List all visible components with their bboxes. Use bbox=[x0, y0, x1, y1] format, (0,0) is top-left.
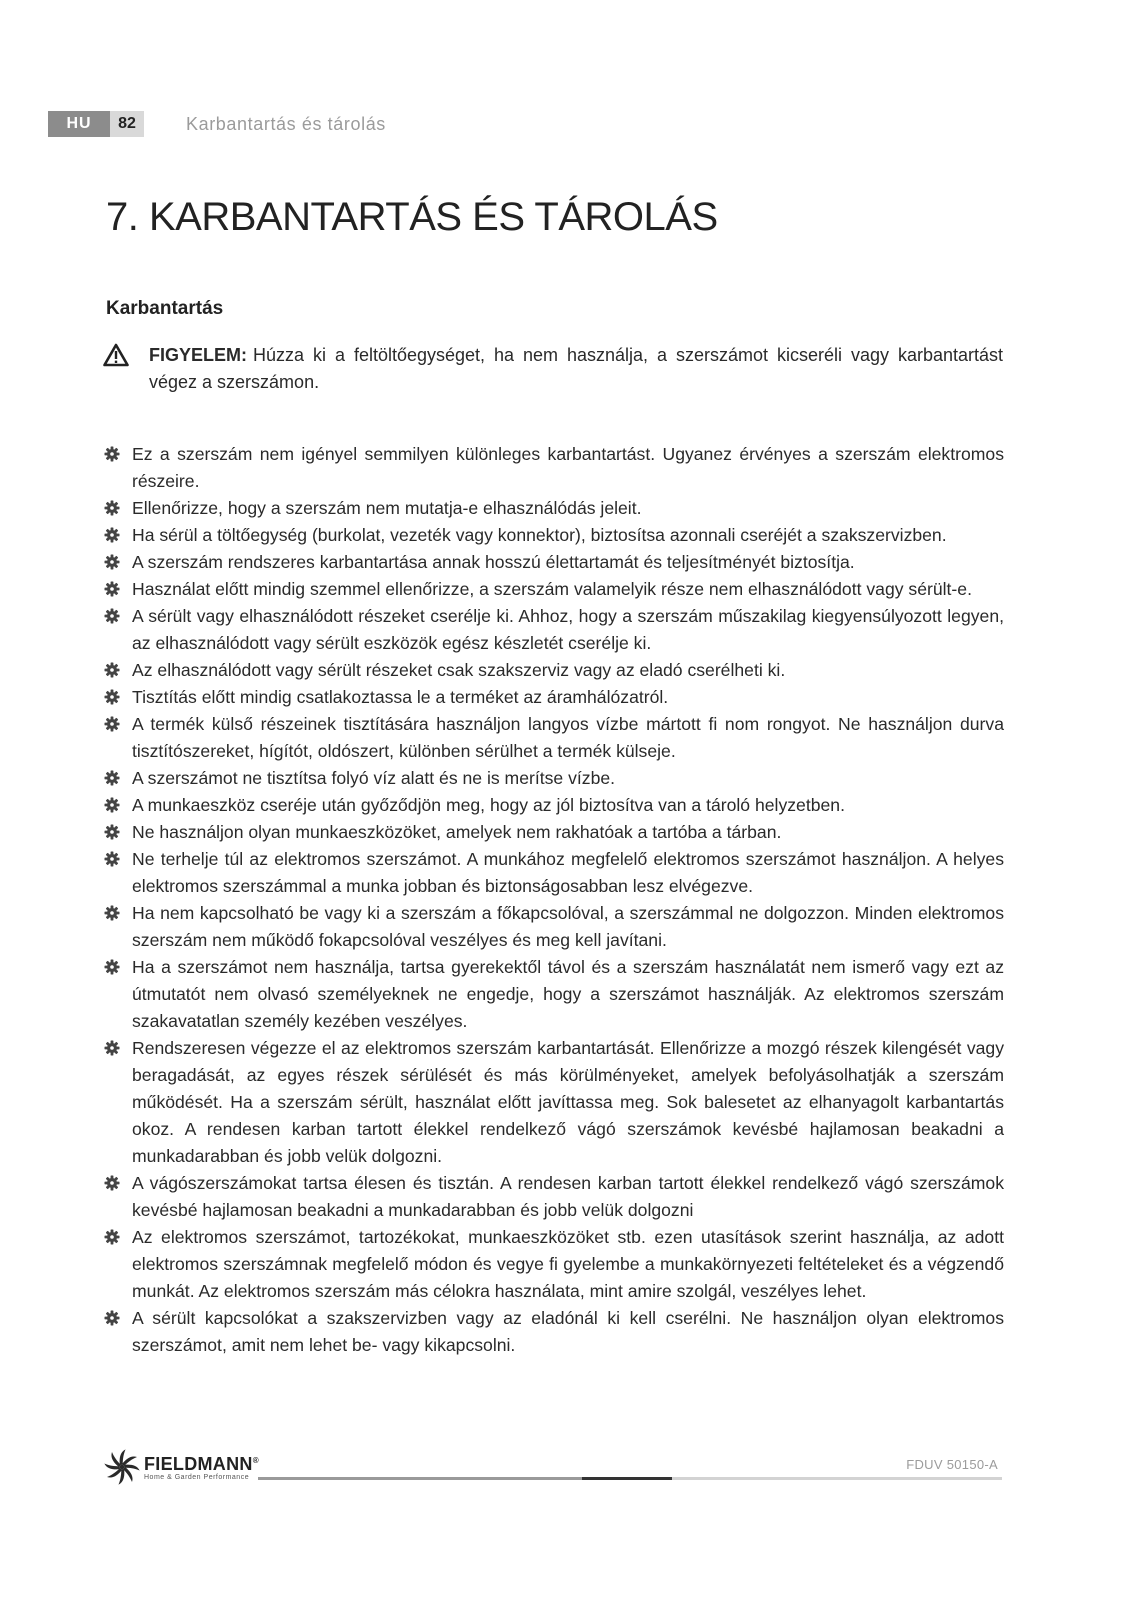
footer-rule-dark bbox=[582, 1477, 672, 1480]
list-item-text: Ez a szerszám nem igényel semmilyen különleges karbantartást. Ugyanez érvényes a szerszám elektromos részeire. bbox=[132, 444, 1004, 491]
gear-bullet-icon bbox=[104, 905, 120, 921]
gear-bullet-icon bbox=[104, 797, 120, 813]
list-item bbox=[104, 1170, 1004, 1224]
list-item-text: A sérült vagy elhasználódott részeket cserélje ki. Ahhoz, hogy a szerszám műszakilag kiegyensúlyozott legyen, az elhasználódott vagy sérült eszközök egész készletét cserélje ki. bbox=[132, 606, 1004, 653]
brand-wordmark bbox=[144, 1452, 259, 1482]
warning-text-block bbox=[149, 342, 1003, 396]
warning-triangle-icon bbox=[103, 343, 129, 367]
list-item bbox=[104, 495, 1004, 522]
gear-bullet-icon bbox=[104, 1040, 120, 1056]
list-item bbox=[104, 1305, 1004, 1359]
footer-rule-pale bbox=[672, 1477, 1002, 1480]
list-item-text: A szerszámot ne tisztítsa folyó víz alatt és ne is merítse vízbe. bbox=[132, 768, 616, 788]
gear-bullet-icon bbox=[104, 554, 120, 570]
list-item bbox=[104, 954, 1004, 1035]
list-item-text: Az elektromos szerszámot, tartozékokat, munkaeszközöket stb. ezen utasítások szerint használja, az adott elektromos szerszámnak megfelelő módon és vegye fi gyelembe a munkakörnyezeti feltételeket és a végzendő munkát. Az elektromos szerszám más célokra használata, mint amire szolgál, veszélyes lehet. bbox=[132, 1227, 1004, 1301]
maintenance-instructions-list bbox=[104, 441, 1004, 1359]
list-item bbox=[104, 441, 1004, 495]
list-item bbox=[104, 549, 1004, 576]
gear-bullet-icon bbox=[104, 959, 120, 975]
list-item-text: Ellenőrizze, hogy a szerszám nem mutatja-e elhasználódás jeleit. bbox=[132, 498, 642, 518]
list-item bbox=[104, 684, 1004, 711]
warning-label: FIGYELEM: bbox=[149, 345, 247, 365]
list-item bbox=[104, 846, 1004, 900]
list-item-text: Az elhasználódott vagy sérült részeket csak szakszerviz vagy az eladó cserélheti ki. bbox=[132, 660, 786, 680]
gear-bullet-icon bbox=[104, 716, 120, 732]
warning-notice bbox=[103, 342, 1003, 396]
page-header bbox=[48, 111, 386, 137]
gear-bullet-icon bbox=[104, 770, 120, 786]
warning-message: Húzza ki a feltöltőegységet, ha nem használja, a szerszámot kicseréli vagy karbantartást végez a szerszámon. bbox=[149, 345, 1003, 392]
list-item-text: A vágószerszámokat tartsa élesen és tisztán. A rendesen karban tartott élekkel rendelkező vágó szerszámok kevésbé hajlamosan beakadni a munkadarabban és jobb velük dolgozni bbox=[132, 1173, 1004, 1220]
gear-bullet-icon bbox=[104, 1175, 120, 1191]
list-item-text: Használat előtt mindig szemmel ellenőrizze, a szerszám valamelyik része nem elhasználódott vagy sérült-e. bbox=[132, 579, 972, 599]
list-item bbox=[104, 657, 1004, 684]
list-item-text: A szerszám rendszeres karbantartása annak hosszú élettartamát és teljesítményét biztosítja. bbox=[132, 552, 855, 572]
list-item bbox=[104, 819, 1004, 846]
gear-bullet-icon bbox=[104, 824, 120, 840]
list-item bbox=[104, 711, 1004, 765]
list-item bbox=[104, 1224, 1004, 1305]
list-item-text: Ha nem kapcsolható be vagy ki a szerszám a főkapcsolóval, a szerszámmal ne dolgozzon. Minden elektromos szerszám nem működő fokapcsolóval veszélyes és meg kell javítani. bbox=[132, 903, 1004, 950]
brand-name: FIELDMANN® bbox=[144, 1454, 259, 1474]
list-item bbox=[104, 603, 1004, 657]
brand-tagline: Home & Garden Performance bbox=[144, 1474, 250, 1481]
list-item bbox=[104, 1035, 1004, 1170]
model-number: FDUV 50150-A bbox=[906, 1457, 998, 1472]
list-item bbox=[104, 765, 1004, 792]
footer-rule-light bbox=[258, 1477, 582, 1480]
gear-bullet-icon bbox=[104, 662, 120, 678]
gear-bullet-icon bbox=[104, 608, 120, 624]
list-item-text: Tisztítás előtt mindig csatlakoztassa le a terméket az áramhálózatról. bbox=[132, 687, 669, 707]
gear-bullet-icon bbox=[104, 581, 120, 597]
list-item-text: A sérült kapcsolókat a szakszervizben vagy az eladónál ki kell cserélni. Ne használjon olyan elektromos szerszámot, amit nem lehet be- vagy kikapcsolni. bbox=[132, 1308, 1004, 1355]
list-item-text: Ha sérül a töltőegység (burkolat, vezeték vagy konnektor), biztosítsa azonnali cseréjét a szakszervizben. bbox=[132, 525, 947, 545]
brand-logo bbox=[104, 1449, 259, 1485]
gear-bullet-icon bbox=[104, 689, 120, 705]
list-item-text: Ne használjon olyan munkaeszközöket, amelyek nem rakhatóak a tartóba a tárban. bbox=[132, 822, 782, 842]
chapter-title: 7. KARBANTARTÁS ÉS TÁROLÁS bbox=[106, 195, 718, 239]
section-heading: Karbantartás bbox=[106, 298, 224, 319]
list-item bbox=[104, 522, 1004, 549]
gear-bullet-icon bbox=[104, 527, 120, 543]
list-item-text: Ha a szerszámot nem használja, tartsa gyerekektől távol és a szerszám használatát nem ismerő vagy ezt az útmutatót nem olvasó személyeknek ne engedje, hogy a szerszámot használják. Az elektromos szerszám szakavatatlan személy kezében veszélyes. bbox=[132, 957, 1004, 1031]
list-item bbox=[104, 792, 1004, 819]
list-item-text: Rendszeresen végezze el az elektromos szerszám karbantartását. Ellenőrizze a mozgó részek kilengését vagy beragadását, az egyes részek sérülését és más körülményeket, amelyek befolyásolhatják a szerszám működését. Ha a szerszám sérült, használat előtt javíttassa meg. Sok balesetet az elhanyagolt karbantartás okoz. A rendesen karban tartott élekkel rendelkező vágó szerszámok kevésbé hajlamosan beakadni a munkadarabban és jobb velük dolgozni. bbox=[132, 1038, 1004, 1166]
gear-bullet-icon bbox=[104, 446, 120, 462]
running-header-title: Karbantartás és tárolás bbox=[186, 113, 386, 134]
page-number: 82 bbox=[110, 111, 144, 137]
gear-bullet-icon bbox=[104, 1310, 120, 1326]
list-item bbox=[104, 576, 1004, 603]
gear-bullet-icon bbox=[104, 1229, 120, 1245]
list-item-text: A termék külső részeinek tisztítására használjon langyos vízbe mártott fi nom rongyot. Ne használjon durva tisztítószereket, hígítót, oldószert, különben sérülhet a termék külseje. bbox=[132, 714, 1004, 761]
gear-bullet-icon bbox=[104, 851, 120, 867]
list-item bbox=[104, 900, 1004, 954]
fan-logo-icon bbox=[104, 1449, 140, 1485]
gear-bullet-icon bbox=[104, 500, 120, 516]
list-item-text: Ne terhelje túl az elektromos szerszámot. A munkához megfelelő elektromos szerszámot használjon. A helyes elektromos szerszámmal a munka jobban és biztonságosabban lesz elvégezve. bbox=[132, 849, 1004, 896]
list-item-text: A munkaeszköz cseréje után győződjön meg, hogy az jól biztosítva van a tároló helyzetben. bbox=[132, 795, 845, 815]
language-badge: HU bbox=[48, 111, 110, 137]
